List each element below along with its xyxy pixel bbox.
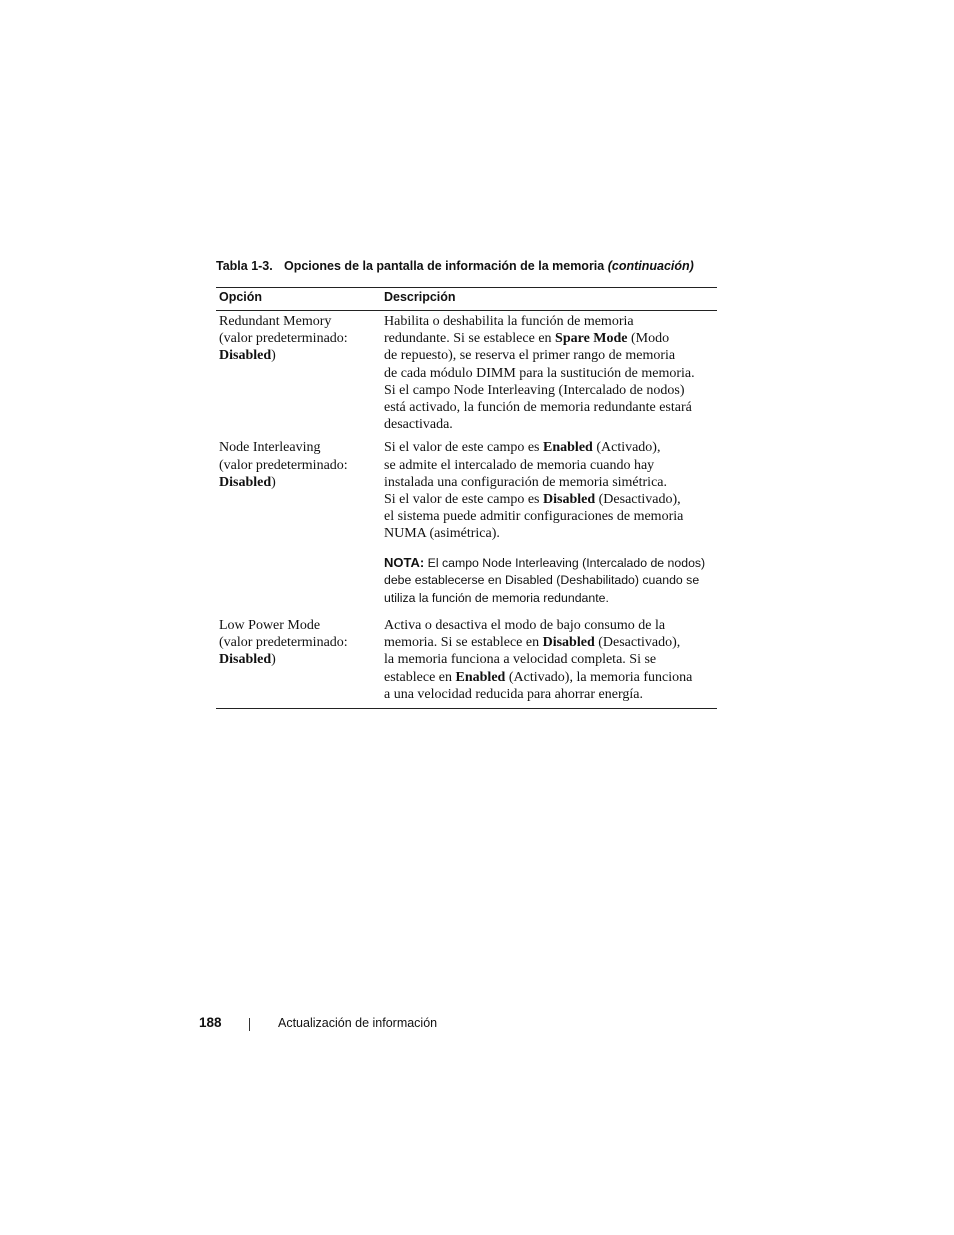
option-cell: Node Interleaving (valor predeterminado: Disabled) — [219, 440, 348, 490]
table-row — [216, 617, 717, 703]
note-block: NOTA: El campo Node Interleaving (Intercalado de nodos) debe establecerse en Disabled (Deshabilitado) cuando se utiliza la función de memoria redundante. — [384, 554, 706, 606]
table-header-row — [216, 288, 717, 310]
table-number: Tabla 1-3. — [216, 259, 273, 273]
table-header-rule — [216, 310, 717, 311]
table-row — [216, 439, 717, 608]
note-label: NOTA: — [384, 554, 425, 570]
header-option: Opción — [219, 290, 263, 304]
option-cell: Redundant Memory (valor predeterminado: Disabled) — [219, 314, 348, 364]
header-description: Descripción — [384, 290, 456, 304]
footer-section-title: Actualización de información — [278, 1016, 438, 1030]
description-cell: Habilita o deshabilita la función de memoria redundante. Si se establece en Spare Mode (Modo de repuesto), se reserva el primer rango de memoria de cada módulo DIMM para la sustitución de memoria. Si el campo Node Interleaving (Intercalado de nodos) está activado, la función de memoria redundante estará desactivada. — [384, 314, 695, 433]
option-cell: Low Power Mode (valor predeterminado: Disabled) — [219, 618, 348, 668]
table-bottom-rule — [216, 708, 717, 709]
description-cell: Si el valor de este campo es Enabled (Activado), se admite el intercalado de memoria cuando hay instalada una configuración de memoria simétrica. Si el valor de este campo es Disabled (Desactivado), el sistema puede admitir configuraciones de memoria NUMA (asimétrica). NOTA: El campo Node Interleaving (Intercalado de nodos) debe establecerse en Disabled (Deshabilitado) cuando se utiliza la función de memoria redundante. — [384, 439, 717, 608]
description-cell: Activa o desactiva el modo de bajo consumo de la memoria. Si se establece en Disabled (Desactivado), la memoria funciona a velocidad completa. Si se establece en Enabled (Activado), la memoria funciona a una velocidad reducida para ahorrar energía. — [384, 618, 693, 702]
page-number: 188 — [199, 1015, 222, 1030]
table-title: Opciones de la pantalla de información de la memoria — [284, 259, 605, 273]
footer-separator — [249, 1018, 250, 1031]
memory-options-table — [216, 287, 717, 709]
table-caption — [216, 259, 736, 273]
table-row — [216, 313, 717, 433]
table-continued-label: (continuación) — [607, 259, 694, 273]
